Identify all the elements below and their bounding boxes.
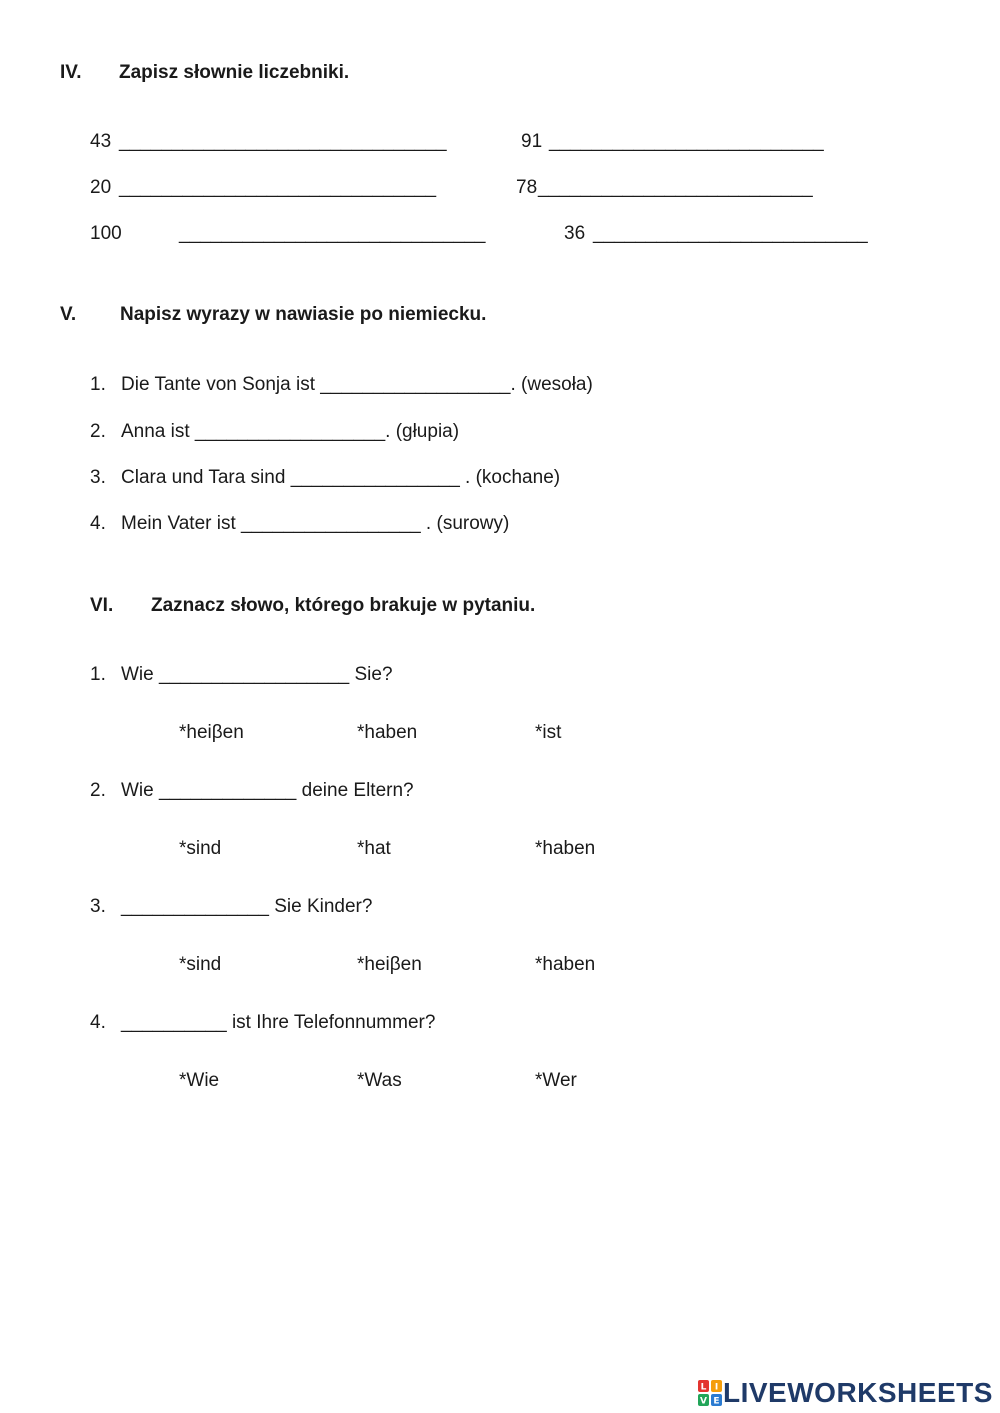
number-20-label: 20	[90, 177, 112, 198]
number-78-label: 78	[516, 177, 538, 198]
section-6-title: Zaznacz słowo, którego brakuje w pytaniu.	[151, 595, 536, 616]
number-91-label: 91	[521, 131, 543, 152]
sentence-3-text[interactable]: Clara und Tara sind ________________ . (kochane)	[121, 467, 561, 488]
question-3-text: ______________ Sie Kinder?	[121, 896, 373, 917]
number-36-blank[interactable]: __________________________	[593, 223, 868, 244]
logo-mark-letter-l: L	[700, 1382, 707, 1393]
question-2-option-2[interactable]: *hat	[357, 838, 391, 859]
section-5-number: V.	[60, 304, 77, 325]
question-1-option-2[interactable]: *haben	[357, 722, 418, 743]
sentence-2-number: 2.	[90, 421, 106, 442]
question-3-option-2[interactable]: *heiβen	[357, 954, 422, 975]
sentence-3-number: 3.	[90, 467, 106, 488]
question-4-number: 4.	[90, 1012, 106, 1033]
question-2-option-1[interactable]: *sind	[179, 838, 222, 859]
liveworksheets-logo-text: LIVEWORKSHEETS	[723, 1377, 993, 1408]
question-3-number: 3.	[90, 896, 106, 917]
section-4-number: IV.	[60, 62, 82, 83]
question-3-option-3[interactable]: *haben	[535, 954, 596, 975]
question-4-option-2[interactable]: *Was	[357, 1070, 402, 1091]
question-1-option-3[interactable]: *ist	[535, 722, 562, 743]
sentence-1-text[interactable]: Die Tante von Sonja ist __________________. (wesoła)	[121, 374, 593, 395]
section-6-number: VI.	[90, 595, 114, 616]
number-43-blank[interactable]: _______________________________	[119, 131, 447, 152]
logo-mark-letter-i: I	[714, 1382, 719, 1393]
number-43-label: 43	[90, 131, 112, 152]
sentence-2-text[interactable]: Anna ist __________________. (głupia)	[121, 421, 460, 442]
liveworksheets-logo-icon	[697, 1379, 723, 1407]
question-4-text: __________ ist Ihre Telefonnummer?	[121, 1012, 436, 1033]
logo-mark-letter-v: V	[700, 1396, 707, 1407]
question-1-option-1[interactable]: *heiβen	[179, 722, 244, 743]
number-20-blank[interactable]: ______________________________	[119, 177, 437, 198]
question-4-option-1[interactable]: *Wie	[179, 1070, 220, 1091]
question-2-option-3[interactable]: *haben	[535, 838, 596, 859]
sentence-1-number: 1.	[90, 374, 106, 395]
question-2-text: Wie _____________ deine Eltern?	[121, 780, 414, 801]
sentence-4-text[interactable]: Mein Vater ist _________________ . (surowy)	[121, 513, 510, 534]
sentence-4-number: 4.	[90, 513, 106, 534]
section-4-title: Zapisz słownie liczebniki.	[119, 62, 350, 83]
number-100-blank[interactable]: _____________________________	[179, 223, 486, 244]
section-5-title: Napisz wyrazy w nawiasie po niemiecku.	[120, 304, 487, 325]
question-3-option-1[interactable]: *sind	[179, 954, 222, 975]
logo-mark-letter-e: E	[713, 1396, 720, 1407]
number-91-blank[interactable]: __________________________	[549, 131, 824, 152]
question-4-option-3[interactable]: *Wer	[535, 1070, 577, 1091]
number-78-blank[interactable]: __________________________	[538, 177, 813, 198]
liveworksheets-logo	[697, 1378, 993, 1408]
question-1-number: 1.	[90, 664, 106, 685]
number-100-label: 100	[90, 223, 122, 244]
number-36-label: 36	[564, 223, 586, 244]
question-1-text: Wie __________________ Sie?	[121, 664, 393, 685]
question-2-number: 2.	[90, 780, 106, 801]
